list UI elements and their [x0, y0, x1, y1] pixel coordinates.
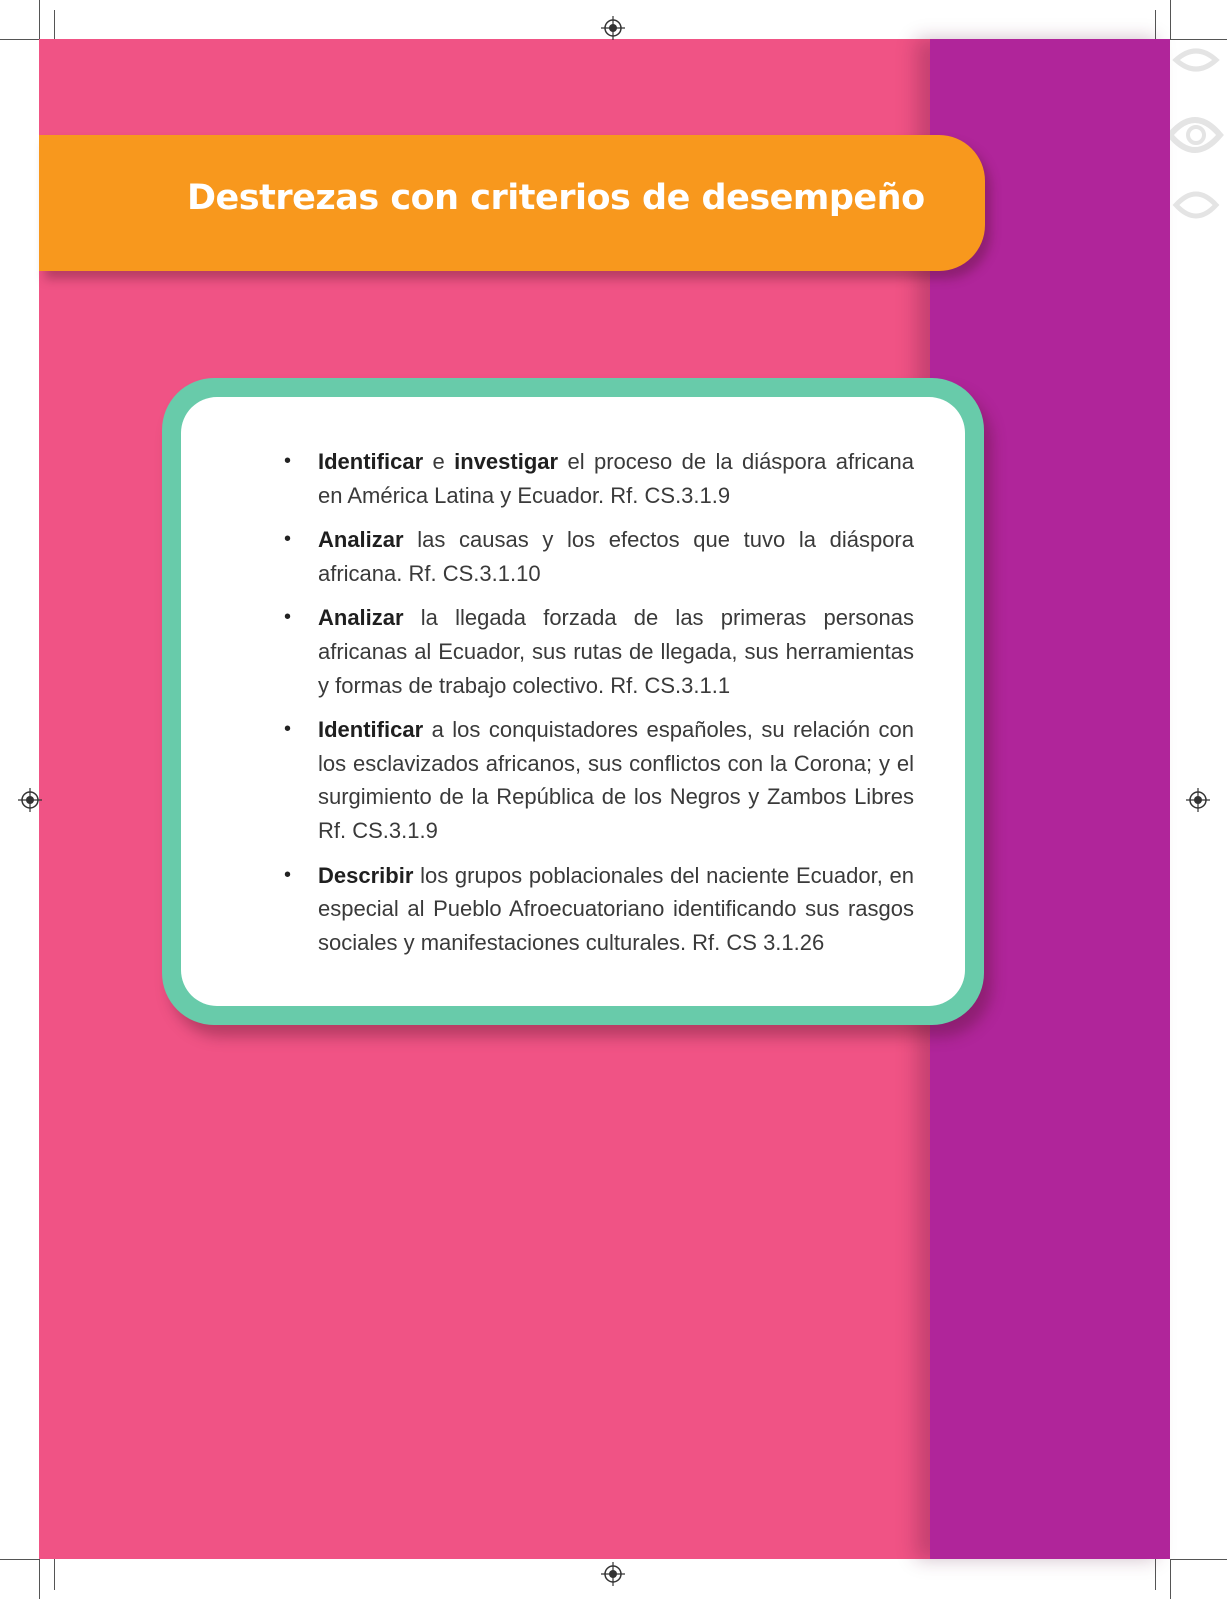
skill-verb: Identificar: [318, 717, 424, 743]
bullet-icon: •: [284, 863, 292, 886]
registration-mark-icon: [601, 1562, 625, 1586]
crop-mark: [0, 1559, 39, 1560]
skill-item: [284, 713, 914, 847]
crop-mark: [1170, 1559, 1171, 1599]
skill-verb: Analizar: [318, 527, 404, 553]
bullet-icon: •: [284, 606, 292, 629]
skill-verb: investigar: [454, 449, 559, 474]
skill-item: [284, 601, 914, 702]
skill-verb: Identificar: [318, 449, 424, 474]
skills-card: [162, 378, 984, 1025]
skill-text: las causas y los efectos que tuvo la diáspora africana. Rf. CS.3.1.10: [318, 527, 914, 586]
title-banner: [39, 135, 985, 271]
skills-list: [284, 445, 914, 970]
skill-text: la llegada forzada de las primeras personas africanas al Ecuador, sus rutas de llegada, sus herramientas y formas de trabajo colectivo. Rf. CS.3.1.1: [318, 605, 914, 698]
skill-verb: Analizar: [318, 605, 404, 631]
registration-mark-icon: [18, 788, 42, 812]
bullet-icon: •: [284, 450, 292, 472]
skill-text: a los conquistadores españoles, su relación con los esclavizados africanos, sus conflictos con la Corona; y el surgimiento de la República de los Negros y Zambos Libres Rf. CS.3.1.9: [318, 717, 914, 843]
bullet-icon: •: [284, 718, 292, 741]
bullet-icon: •: [284, 528, 292, 551]
crop-mark: [39, 0, 40, 39]
crop-mark: [1170, 1559, 1227, 1560]
skill-text: los grupos poblacionales del naciente Ecuador, en especial al Pueblo Afroecuatoriano identificando sus rasgos sociales y manifestaciones culturales. Rf. CS 3.1.26: [318, 862, 914, 955]
skill-conjunction: e: [423, 449, 455, 474]
skill-item: [284, 445, 914, 512]
page-title: Destrezas con criterios de desempeño: [187, 178, 925, 218]
registration-mark-icon: [601, 16, 625, 40]
registration-mark-icon: [1186, 788, 1210, 812]
skill-item: [284, 523, 914, 590]
skills-card-body: [181, 397, 965, 1006]
crop-mark: [39, 1559, 40, 1599]
skill-item: [284, 859, 914, 960]
skill-text: el proceso de la diáspora africana en América Latina y Ecuador. Rf. CS.3.1.9: [318, 449, 914, 508]
decorative-pattern-icon: [1170, 40, 1227, 250]
crop-mark: [0, 39, 39, 40]
skill-verb: Describir: [318, 862, 414, 888]
crop-mark: [1170, 0, 1171, 39]
